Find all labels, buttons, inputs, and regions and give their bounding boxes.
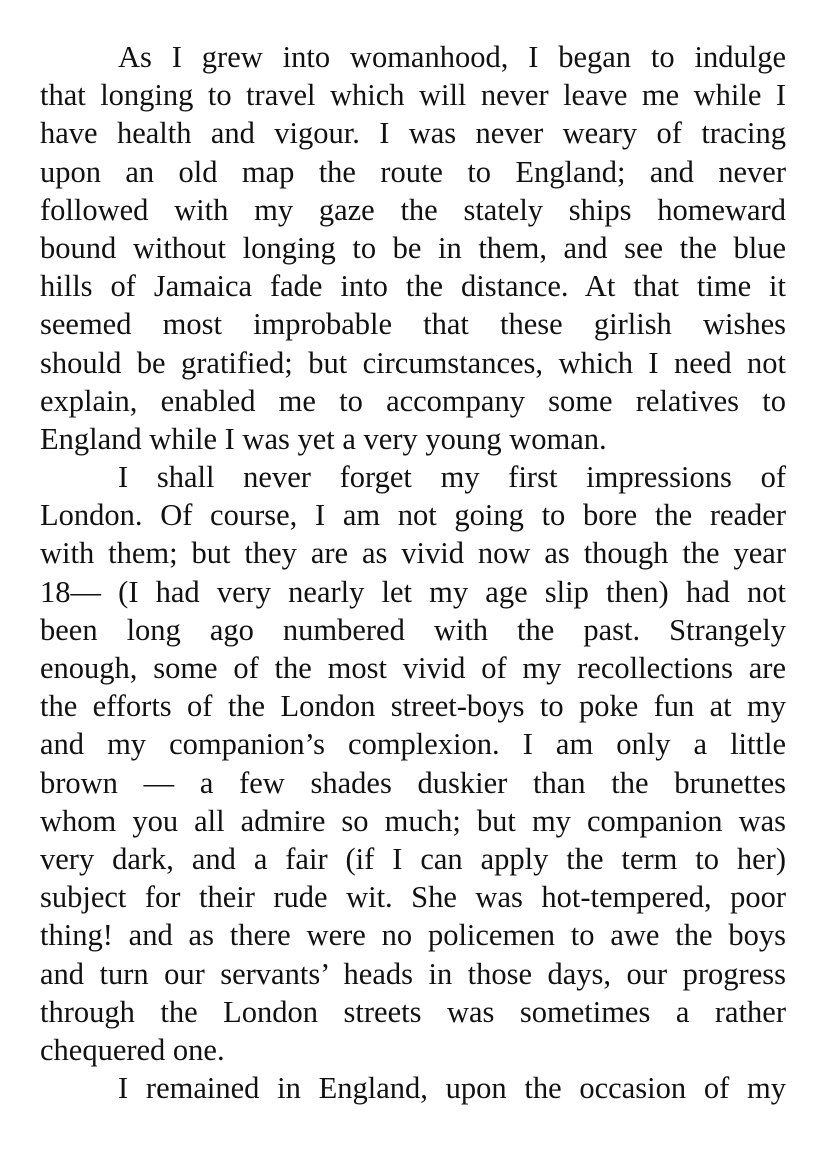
text-line: been long ago numbered with the past. Strangely	[40, 612, 786, 647]
text-line: bound without longing to be in them, and see the blue	[40, 230, 786, 265]
text-line: brown — a few shades duskier than the brunettes	[40, 765, 786, 800]
text-line: 18— (I had very nearly let my age slip then) had not	[40, 574, 786, 609]
text-line: with them; but they are as vivid now as though the year	[40, 536, 786, 571]
text-line: seemed most improbable that these girlish wishes	[40, 307, 786, 342]
text-line: the efforts of the London street-boys to poke fun at my	[40, 689, 786, 724]
text-line: explain, enabled me to accompany some relatives to	[40, 383, 786, 418]
text-line: through the London streets was sometimes a rather	[40, 994, 786, 1029]
text-line: have health and vigour. I was never weary of tracing	[40, 116, 786, 151]
text-line: that longing to travel which will never leave me while I	[40, 78, 786, 113]
text-line: very dark, and a fair (if I can apply the term to her)	[40, 841, 786, 876]
text-line: chequered one.	[40, 1032, 225, 1067]
text-line: should be gratified; but circumstances, which I need not	[40, 345, 786, 380]
text-line: whom you all admire so much; but my companion was	[40, 803, 786, 838]
text-line: enough, some of the most vivid of my recollections are	[40, 651, 786, 685]
text-line: London. Of course, I am not going to bore the reader	[40, 498, 786, 533]
paragraph-3	[40, 1069, 786, 1107]
text-line: hills of Jamaica fade into the distance. At that time it	[40, 269, 786, 304]
text-line: and turn our servants’ heads in those days, our progress	[40, 956, 786, 991]
text-line: I remained in England, upon the occasion of my	[118, 1071, 786, 1106]
text-line: thing! and as there were no policemen to awe the boys	[40, 918, 786, 953]
paragraph-2	[40, 458, 786, 1069]
book-page	[40, 38, 786, 1107]
paragraph-1	[40, 38, 786, 458]
text-line: subject for their rude wit. She was hot-tempered, poor	[40, 880, 786, 915]
text-line: and my companion’s complexion. I am only a little	[40, 727, 786, 762]
text-line: upon an old map the route to England; and never	[40, 154, 786, 189]
text-line: As I grew into womanhood, I began to indulge	[118, 40, 786, 74]
text-line: followed with my gaze the stately ships homeward	[40, 192, 786, 227]
text-line: I shall never forget my first impressions of	[118, 460, 786, 495]
text-line: England while I was yet a very young woman.	[40, 421, 607, 456]
